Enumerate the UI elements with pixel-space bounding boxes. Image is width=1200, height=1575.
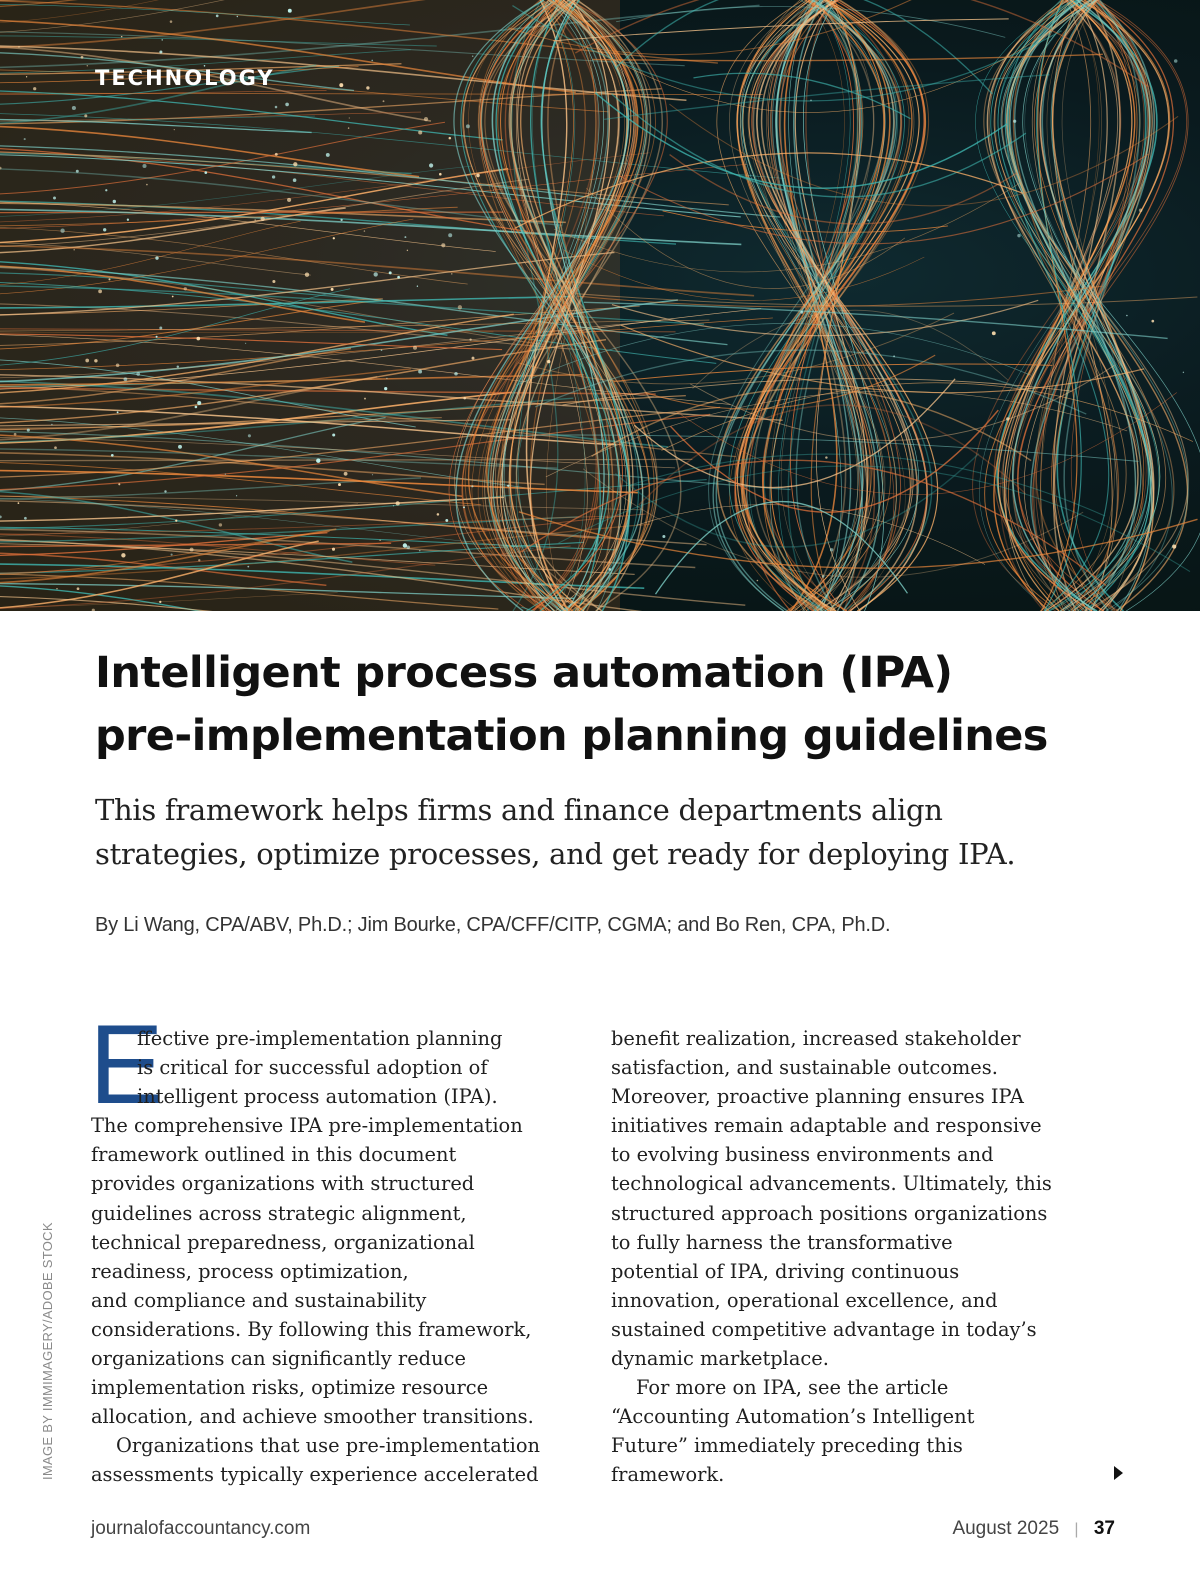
article-subtitle xyxy=(95,788,1115,876)
hero-dot xyxy=(608,568,611,571)
hero-dot xyxy=(339,83,343,87)
hero-dot xyxy=(237,16,238,17)
continue-arrow-icon xyxy=(1114,1466,1123,1480)
hero-dot xyxy=(386,378,387,379)
hero-dot xyxy=(397,276,400,279)
hero-dot xyxy=(272,175,275,178)
hero-dot xyxy=(113,200,116,203)
hero-dot xyxy=(448,233,452,237)
subtitle-line-2: strategies, optimize processes, and get ready for deploying IPA. xyxy=(95,837,1016,871)
body-text-line: potential of IPA, driving continuous xyxy=(611,1259,960,1283)
hero-dot xyxy=(662,535,665,538)
hero-line xyxy=(612,94,1026,197)
hero-dot xyxy=(463,397,466,400)
page-number: 37 xyxy=(1093,1518,1115,1539)
hero-dot xyxy=(236,495,237,496)
hero-dot xyxy=(419,550,420,551)
hero-line xyxy=(1034,0,1144,611)
hero-dot xyxy=(254,219,256,221)
hero-dot xyxy=(54,446,57,449)
hero-dot xyxy=(51,424,52,425)
body-text-line: innovation, operational excellence, and xyxy=(611,1288,998,1312)
hero-dot xyxy=(441,243,445,247)
hero-dot xyxy=(469,338,471,340)
hero-dot xyxy=(26,76,27,77)
hero-dot xyxy=(348,127,349,128)
hero-dot xyxy=(407,250,408,251)
body-column-right xyxy=(611,1024,1111,1490)
hero-dot xyxy=(472,55,473,56)
hero-dot xyxy=(76,170,79,173)
hero-dot xyxy=(170,20,173,23)
hero-dot xyxy=(177,365,179,367)
hero-dot xyxy=(393,505,394,506)
hero-dot xyxy=(287,198,291,202)
hero-dot xyxy=(87,65,88,66)
hero-dot xyxy=(105,189,107,191)
hero-dot xyxy=(437,513,440,516)
hero-dot xyxy=(261,217,265,221)
body-text-line: to fully harness the transformative xyxy=(611,1230,953,1254)
hero-dot xyxy=(172,296,174,298)
hero-dot xyxy=(197,401,201,405)
hero-dot xyxy=(822,575,825,578)
body-text-line: “Accounting Automation’s Intelligent xyxy=(611,1405,975,1429)
hero-dot xyxy=(175,520,177,522)
hero-dot xyxy=(800,311,803,314)
body-text-line: initiatives remain adaptable and responsive xyxy=(611,1114,1042,1138)
hero-dot xyxy=(547,360,550,363)
hero-dot xyxy=(146,184,148,186)
hero-dot xyxy=(111,454,114,457)
hero-dot xyxy=(197,337,201,341)
hero-dot xyxy=(439,173,442,176)
hero-dot xyxy=(118,483,120,485)
body-text-line: implementation risks, optimize resource xyxy=(91,1376,489,1400)
body-text-line: considerations. By following this framework, xyxy=(91,1317,532,1341)
hero-dot xyxy=(293,162,297,166)
hero-dot xyxy=(374,272,378,276)
hero-dot xyxy=(1017,234,1020,237)
hero-dot xyxy=(454,372,458,376)
hero-dot xyxy=(117,411,119,413)
body-text-line: intelligent process automation (IPA). xyxy=(137,1085,498,1109)
hero-dot xyxy=(383,100,385,102)
hero-dot xyxy=(33,87,36,90)
hero-dot xyxy=(1174,59,1178,63)
hero-dot xyxy=(364,230,365,231)
body-text-line: guidelines across strategic alignment, xyxy=(91,1201,467,1225)
hero-dot xyxy=(225,474,226,475)
hero-line xyxy=(592,388,1032,460)
hero-dot xyxy=(445,519,448,522)
hero-dot xyxy=(418,130,422,134)
hero-dot xyxy=(1172,545,1176,549)
hero-dot xyxy=(757,580,759,582)
body-text-line: and compliance and sustainability xyxy=(91,1288,427,1312)
body-text-line: assessments typically experience accelerated xyxy=(91,1463,539,1487)
body-text-line: Future” immediately preceding this xyxy=(611,1434,963,1458)
footer-issue: August 2025 xyxy=(952,1518,1060,1539)
hero-dot xyxy=(159,50,162,53)
hero-dot xyxy=(340,219,342,221)
title-line-2: pre-implementation planning guidelines xyxy=(95,711,1048,761)
footer-website: journalofaccountancy.com xyxy=(91,1518,311,1539)
hero-dot xyxy=(1126,315,1128,317)
hero-dot xyxy=(384,387,387,390)
body-text-line: sustained competitive advantage in today’s xyxy=(611,1317,1037,1341)
hero-dot xyxy=(245,343,246,344)
hero-dot xyxy=(417,286,418,287)
body-text-line: is critical for successful adoption of xyxy=(137,1056,488,1080)
hero-line xyxy=(595,93,1007,189)
hero-dot xyxy=(53,197,56,200)
hero-dot xyxy=(85,359,89,363)
hero-dot xyxy=(830,548,833,551)
hero-dot xyxy=(73,249,75,251)
hero-dot xyxy=(159,327,162,330)
body-column-left xyxy=(89,1002,591,1490)
hero-dot xyxy=(18,502,20,504)
hero-dot xyxy=(332,433,335,436)
title-line-1: Intelligent process automation (IPA) xyxy=(95,648,953,698)
hero-dot xyxy=(156,336,158,338)
body-text-line: technical preparedness, organizational xyxy=(91,1230,475,1254)
hero-dot xyxy=(219,523,222,526)
hero-dot xyxy=(24,138,26,140)
hero-dot xyxy=(396,501,400,505)
body-text-line: satisfaction, and sustainable outcomes. xyxy=(611,1056,998,1080)
hero-dot xyxy=(121,36,123,38)
hero-dot xyxy=(216,15,219,18)
hero-dot xyxy=(198,559,200,561)
hero-dot xyxy=(418,370,422,374)
hero-dot xyxy=(204,171,207,174)
hero-dot xyxy=(451,273,452,274)
body-text-line: framework. xyxy=(611,1463,725,1487)
hero-dot xyxy=(810,100,812,102)
hero-dot xyxy=(94,359,97,362)
hero-dot xyxy=(171,554,173,556)
hero-dot xyxy=(285,103,289,107)
hero-dot xyxy=(507,485,509,487)
section-label: TECHNOLOGY xyxy=(95,66,275,90)
body-text-line: Organizations that use pre-implementation xyxy=(116,1434,540,1458)
hero-dot xyxy=(288,9,292,13)
hero-dot xyxy=(108,278,110,280)
hero-dot xyxy=(364,398,366,400)
hero-dot xyxy=(275,153,278,156)
hero-dot xyxy=(476,174,480,178)
hero-dot xyxy=(84,114,87,117)
hero-dot xyxy=(248,434,251,437)
hero-dot xyxy=(275,106,278,109)
hero-dot xyxy=(429,163,433,167)
hero-dot xyxy=(331,288,334,291)
image-credit: IMAGE BY IMMIMAGERY/ADOBE STOCK xyxy=(40,1222,55,1480)
hero-dot xyxy=(403,543,407,547)
hero-dot xyxy=(77,587,80,590)
body-text-line: technological advancements. Ultimately, this xyxy=(611,1172,1052,1196)
hero-line xyxy=(604,75,1049,120)
hero-dot xyxy=(458,305,462,309)
hero-dot xyxy=(463,506,465,508)
hero-dot xyxy=(56,588,57,589)
hero-dot xyxy=(190,548,194,552)
hero-dot xyxy=(381,349,383,351)
hero-dot xyxy=(332,548,335,551)
hero-dot xyxy=(136,372,140,376)
hero-dot xyxy=(1183,372,1184,373)
hero-dot xyxy=(333,237,335,239)
body-text-line: to evolving business environments and xyxy=(611,1143,994,1167)
hero-dot xyxy=(98,290,102,294)
hero-dot xyxy=(413,346,417,350)
hero-dot xyxy=(1151,320,1154,323)
body-text-line: structured approach positions organizations xyxy=(611,1201,1048,1225)
hero-dot xyxy=(247,566,249,568)
subtitle-line-1: This framework helps firms and finance departments align xyxy=(95,793,943,827)
drop-cap: E xyxy=(89,1002,164,1127)
hero-dot xyxy=(155,256,158,259)
hero-dot xyxy=(27,429,30,432)
hero-dot xyxy=(18,46,20,48)
hero-dot xyxy=(867,219,869,221)
body-text-line: provides organizations with structured xyxy=(91,1172,475,1196)
hero-dot xyxy=(371,60,373,62)
body-text-line: dynamic marketplace. xyxy=(611,1347,829,1371)
hero-dot xyxy=(174,129,175,130)
footer-separator: | xyxy=(1074,1521,1079,1538)
hero-dot xyxy=(471,485,473,487)
body-text-line: For more on IPA, see the article xyxy=(636,1376,949,1400)
hero-line xyxy=(1002,0,1188,611)
hero-dot xyxy=(449,137,452,140)
footer-issue-info xyxy=(952,1518,1115,1540)
hero-dot xyxy=(184,287,187,290)
body-text-line: Moreover, proactive planning ensures IPA xyxy=(611,1085,1024,1109)
hero-dot xyxy=(81,56,84,59)
hero-dot xyxy=(424,117,428,121)
article-title xyxy=(95,642,1115,768)
byline: By Li Wang, CPA/ABV, Ph.D.; Jim Bourke, CPA/CFF/CITP, CGMA; and Bo Ren, CPA, Ph.D. xyxy=(95,914,891,936)
hero-dot xyxy=(316,459,320,463)
hero-dot xyxy=(1013,120,1016,123)
hero-dot xyxy=(162,39,163,40)
hero-dot xyxy=(103,228,106,231)
hero-dot xyxy=(14,433,17,436)
hero-dot xyxy=(72,106,76,110)
hero-dot xyxy=(349,117,350,118)
hero-image xyxy=(0,0,1200,611)
network-lines-illustration xyxy=(0,0,1200,611)
hero-dot xyxy=(338,483,341,486)
body-text-line: ffective pre-implementation planning xyxy=(137,1027,503,1050)
hero-dot xyxy=(159,601,161,603)
hero-dot xyxy=(60,229,64,233)
hero-dot xyxy=(893,355,895,357)
hero-dot xyxy=(195,406,198,409)
hero-dot xyxy=(305,273,309,277)
hero-dot xyxy=(1006,417,1009,420)
hero-dot xyxy=(1139,208,1143,212)
hero-dot xyxy=(372,474,373,475)
hero-dot xyxy=(344,472,348,476)
body-text-line: organizations can significantly reduce xyxy=(91,1347,466,1371)
hero-dot xyxy=(379,540,380,541)
body-text-line: benefit realization, increased stakeholder xyxy=(611,1027,1021,1050)
hero-dot xyxy=(116,364,120,368)
hero-dot xyxy=(992,331,996,335)
hero-dot xyxy=(404,236,406,238)
body-text-line: framework outlined in this document xyxy=(91,1143,457,1167)
hero-dot xyxy=(164,490,166,492)
hero-dot xyxy=(466,124,470,128)
hero-dot xyxy=(272,280,275,283)
hero-dot xyxy=(472,357,475,360)
hero-dot xyxy=(121,553,125,557)
hero-dot xyxy=(326,153,330,157)
hero-dot xyxy=(178,445,182,449)
hero-dot xyxy=(389,271,392,274)
body-text-line: readiness, process optimization, xyxy=(91,1259,409,1283)
hero-dot xyxy=(127,219,129,221)
hero-dot xyxy=(142,164,146,168)
body-text-line: allocation, and achieve smoother transitions. xyxy=(91,1405,534,1429)
hero-dot xyxy=(293,178,297,182)
hero-dot xyxy=(825,456,827,458)
hero-dot xyxy=(124,377,128,381)
hero-dot xyxy=(366,86,369,89)
hero-dot xyxy=(24,517,27,520)
body-text-line: The comprehensive IPA pre-implementation xyxy=(91,1114,523,1138)
